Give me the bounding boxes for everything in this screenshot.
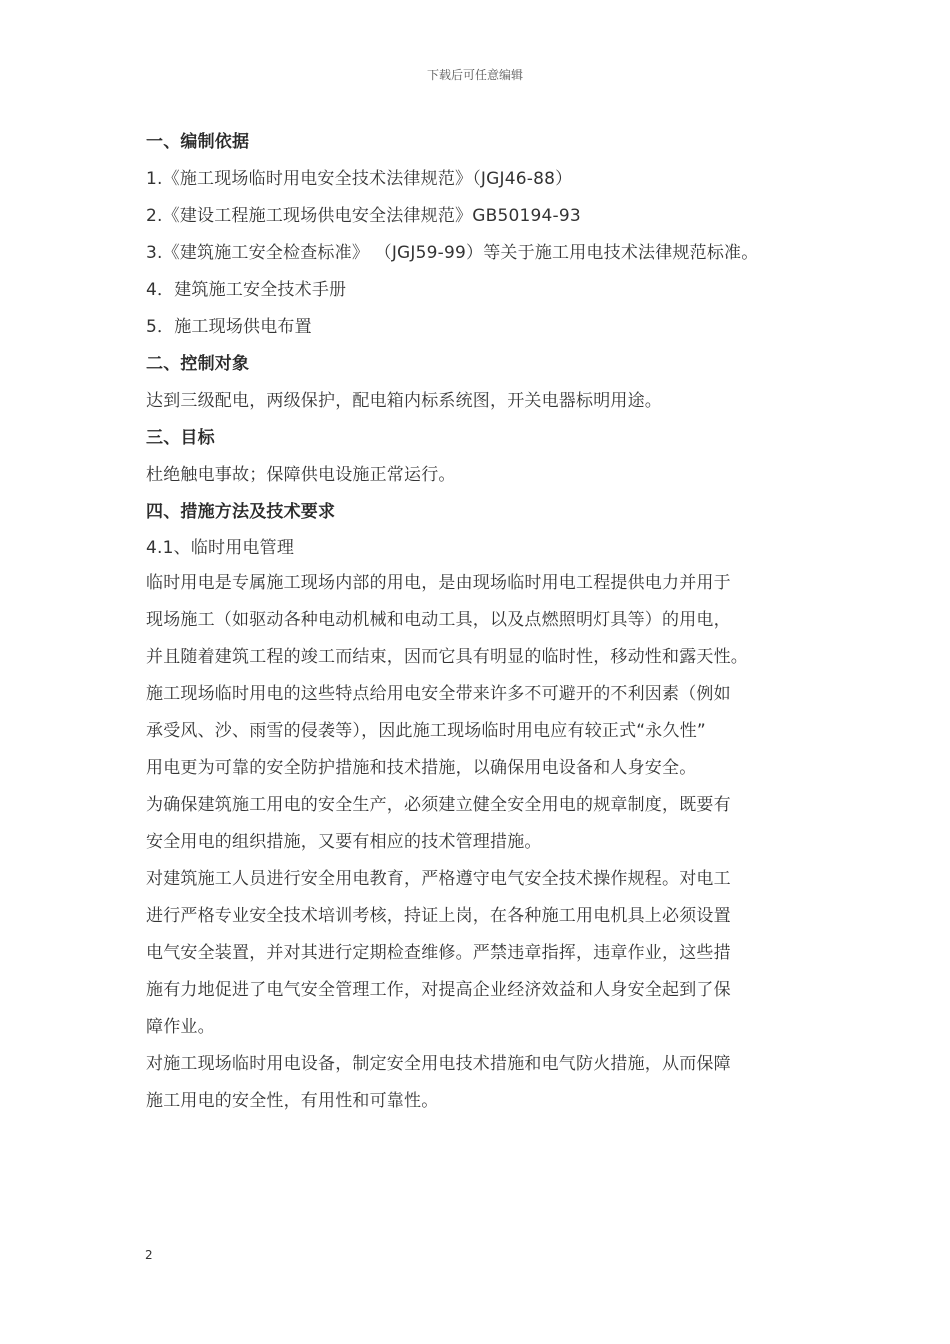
paragraph-line: 对施工现场临时用电设备，制定安全用电技术措施和电气防火措施，从而保障 — [146, 1054, 731, 1074]
paragraph-line: 现场施工（如驱动各种电动机械和电动工具，以及点燃照明灯具等）的用电， — [146, 610, 731, 630]
paragraph-line: 对建筑施工人员进行安全用电教育，严格遵守电气安全技术操作规程。对电工 — [146, 869, 731, 889]
paragraph-line: 3.《建筑施工安全检查标准》 （JGJ59-99）等关于施工用电技术法律规范标准。 — [146, 243, 759, 263]
paragraph-line: 施有力地促进了电气安全管理工作，对提高企业经济效益和人身安全起到了保 — [146, 980, 731, 1000]
paragraph-line: 用电更为可靠的安全防护措施和技术措施，以确保用电设备和人身安全。 — [146, 758, 697, 778]
paragraph-line: 为确保建筑施工用电的安全生产，必须建立健全安全用电的规章制度，既要有 — [146, 795, 731, 815]
paragraph-line: 承受风、沙、雨雪的侵袭等），因此施工现场临时用电应有较正式“永久性” — [146, 721, 706, 741]
paragraph-line: 2.《建设工程施工现场供电安全法律规范》GB50194-93 — [146, 206, 581, 226]
paragraph-line: 1.《施工现场临时用电安全技术法律规范》（JGJ46-88） — [146, 169, 573, 189]
paragraph-line: 并且随着建筑工程的竣工而结束，因而它具有明显的临时性，移动性和露天性。 — [146, 647, 748, 667]
section-heading: 四、措施方法及技术要求 — [146, 502, 336, 522]
paragraph-line: 进行严格专业安全技术培训考核，持证上岗，在各种施工用电机具上必须设置 — [146, 906, 731, 926]
section-heading: 三、目标 — [146, 428, 215, 448]
page-number: 2 — [145, 1248, 153, 1262]
paragraph-line: 4．建筑施工安全技术手册 — [146, 280, 347, 300]
paragraph-line: 障作业。 — [146, 1017, 215, 1037]
paragraph-line: 电气安全装置，并对其进行定期检查维修。严禁违章指挥，违章作业，这些措 — [146, 943, 731, 963]
section-heading: 二、控制对象 — [146, 354, 250, 374]
paragraph-line: 杜绝触电事故；保障供电设施正常运行。 — [146, 465, 456, 485]
subsection-heading: 4.1、临时用电管理 — [146, 538, 295, 558]
paragraph-line: 达到三级配电，两级保护，配电箱内标系统图，开关电器标明用途。 — [146, 391, 662, 411]
paragraph-line: 施工现场临时用电的这些特点给用电安全带来许多不可避开的不利因素（例如 — [146, 684, 731, 704]
paragraph-line: 施工用电的安全性，有用性和可靠性。 — [146, 1091, 439, 1111]
paragraph-line: 临时用电是专属施工现场内部的用电，是由现场临时用电工程提供电力并用于 — [146, 573, 731, 593]
paragraph-line: 5．施工现场供电布置 — [146, 317, 312, 337]
page-header: 下载后可任意编辑 — [426, 68, 523, 82]
document-body — [146, 124, 826, 1120]
paragraph-line: 安全用电的组织措施，又要有相应的技术管理措施。 — [146, 832, 542, 852]
section-heading: 一、编制依据 — [146, 132, 250, 152]
